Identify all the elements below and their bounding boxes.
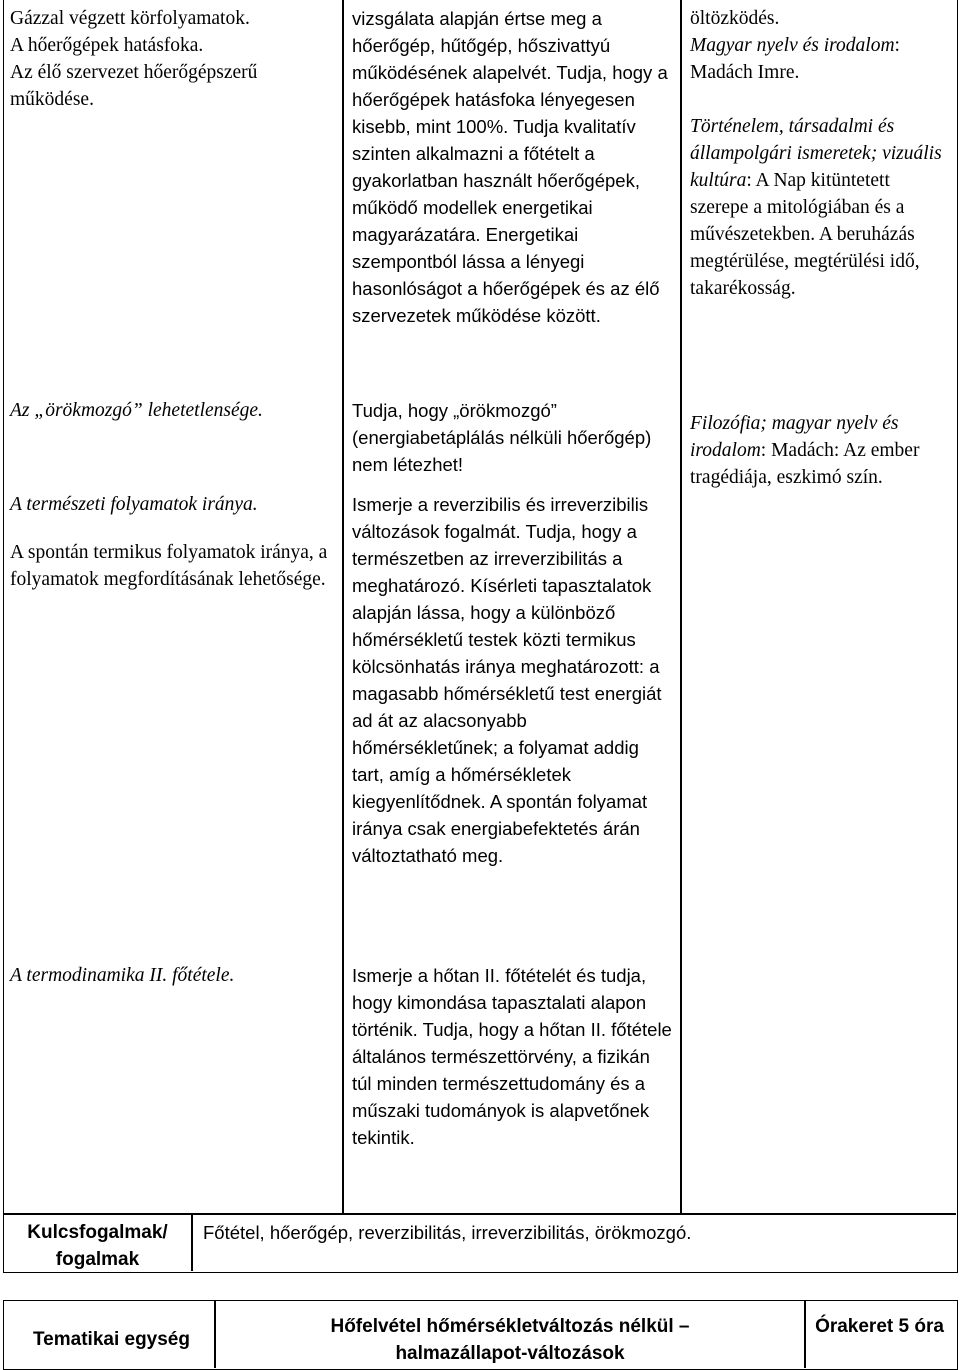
subject-label: Filozófia; magyar nyelv és irodalom: [690, 413, 899, 461]
topic-cell-r2: [10, 397, 335, 424]
topic-cell-r1: [10, 5, 335, 113]
requirement-cell-r2: [352, 397, 672, 478]
links-text: öltözködés.: [690, 8, 780, 29]
topic-perpetual-motion: Az „örökmozgó” lehetetlensége.: [10, 400, 263, 421]
links-literature: [690, 32, 952, 86]
key-concepts-label: Kulcsfogalmak/ fogalmak: [27, 1222, 168, 1270]
subject-label: Történelem, társadalmi és állampolgári ismeretek; vizuális kultúra: [690, 116, 942, 191]
topic-cell-r4: [10, 962, 335, 989]
links-cell-r1: [690, 5, 952, 302]
requirement-cell-r4: [352, 962, 672, 1151]
links-history: [690, 113, 952, 302]
topic-line: Gázzal végzett körfolyamatok.: [10, 8, 250, 29]
column-divider: [680, 0, 682, 1215]
requirement-text: Ismerje a reverzibilis és irreverzibilis változások fogalmát. Tudja, hogy a természetben az irreverzibilitás a meghatározó. Kísérleti tapasztalatok alapján lássa, hogy a különböző hőmérsékletű testek közti termikus kölcsönhatás iránya meghatározott: a magasabb hőmérsékletű test energiát ad át az alacsonyabb hőmérsékletűnek; a folyamat addig tart, amíg a hőmérsékletek kiegyenlítődnek. A spontán folyamat iránya csak energiabefektetés árán változtatható meg.: [352, 494, 662, 866]
topic-cell-r3: [10, 491, 335, 593]
requirement-text: vizsgálata alapján értse meg a hőerőgép, hűtőgép, hőszivattyú működésének alapelvét. Tudja, hogy a hőerőgépek hatásfoka lényegesen kisebb, mint 100%. Tudja kvalitatív szinten alkalmazni a főtételt a gyakorlatban használt hőerőgépek, működő modellek energetikai magyarázatára. Energetikai szempontból lássa a lényegi hasonlóságot a hőerőgépek és az élő szervezetek működése között.: [352, 8, 668, 326]
column-divider: [214, 1301, 216, 1368]
links-cell-r2: [690, 410, 952, 491]
requirement-text: Tudja, hogy „örökmozgó” (energiabetáplálás nélküli hőerőgép) nem létezhet!: [352, 400, 652, 475]
unit-label: Tematikai egység: [32, 1329, 190, 1350]
subject-content: : Madách Imre.: [690, 35, 900, 83]
unit-title: Hőfelvétel hőmérsékletváltozás nélkül – halmazállapot-változások: [330, 1316, 690, 1364]
topic-second-law: A termodinamika II. főtétele.: [10, 965, 235, 986]
hours-label: Órakeret 5 óra: [815, 1316, 944, 1337]
requirement-text: Ismerje a hőtan II. főtételét és tudja, hogy kimondása tapasztalati alapon történik. Tudja, hogy a hőtan II. főtétele általános természettörvény, a fizikán túl minden természettudomány és a műszaki tudományok is alapvetőnek tekintik.: [352, 965, 672, 1148]
topic-line: Az élő szervezet hőerőgépszerű működése.: [10, 62, 258, 110]
links-philosophy: [690, 410, 952, 491]
subject-content: : Madách: Az ember tragédiája, eszkimó szín.: [690, 440, 920, 488]
topic-direction-title: A természeti folyamatok iránya.: [10, 494, 258, 515]
key-concepts-value: Főtétel, hőerőgép, reverzibilitás, irreverzibilitás, örökmozgó.: [203, 1222, 692, 1243]
topic-direction-text: A spontán termikus folyamatok iránya, a folyamatok megfordításának lehetősége.: [10, 542, 328, 590]
row-divider: [4, 1213, 956, 1215]
column-divider: [804, 1301, 806, 1368]
column-divider: [342, 0, 344, 1215]
subject-content: : A Nap kitüntetett szerepe a mitológiában és a művészetekben. A beruházás megtérülése, megtérülési idő, takarékosság.: [690, 170, 920, 299]
subject-label: Magyar nyelv és irodalom: [690, 35, 895, 56]
topic-line: A hőerőgépek hatásfoka.: [10, 35, 204, 56]
requirement-cell-r3: [352, 491, 672, 869]
column-divider: [191, 1215, 193, 1271]
requirement-cell-r1: [352, 5, 672, 329]
